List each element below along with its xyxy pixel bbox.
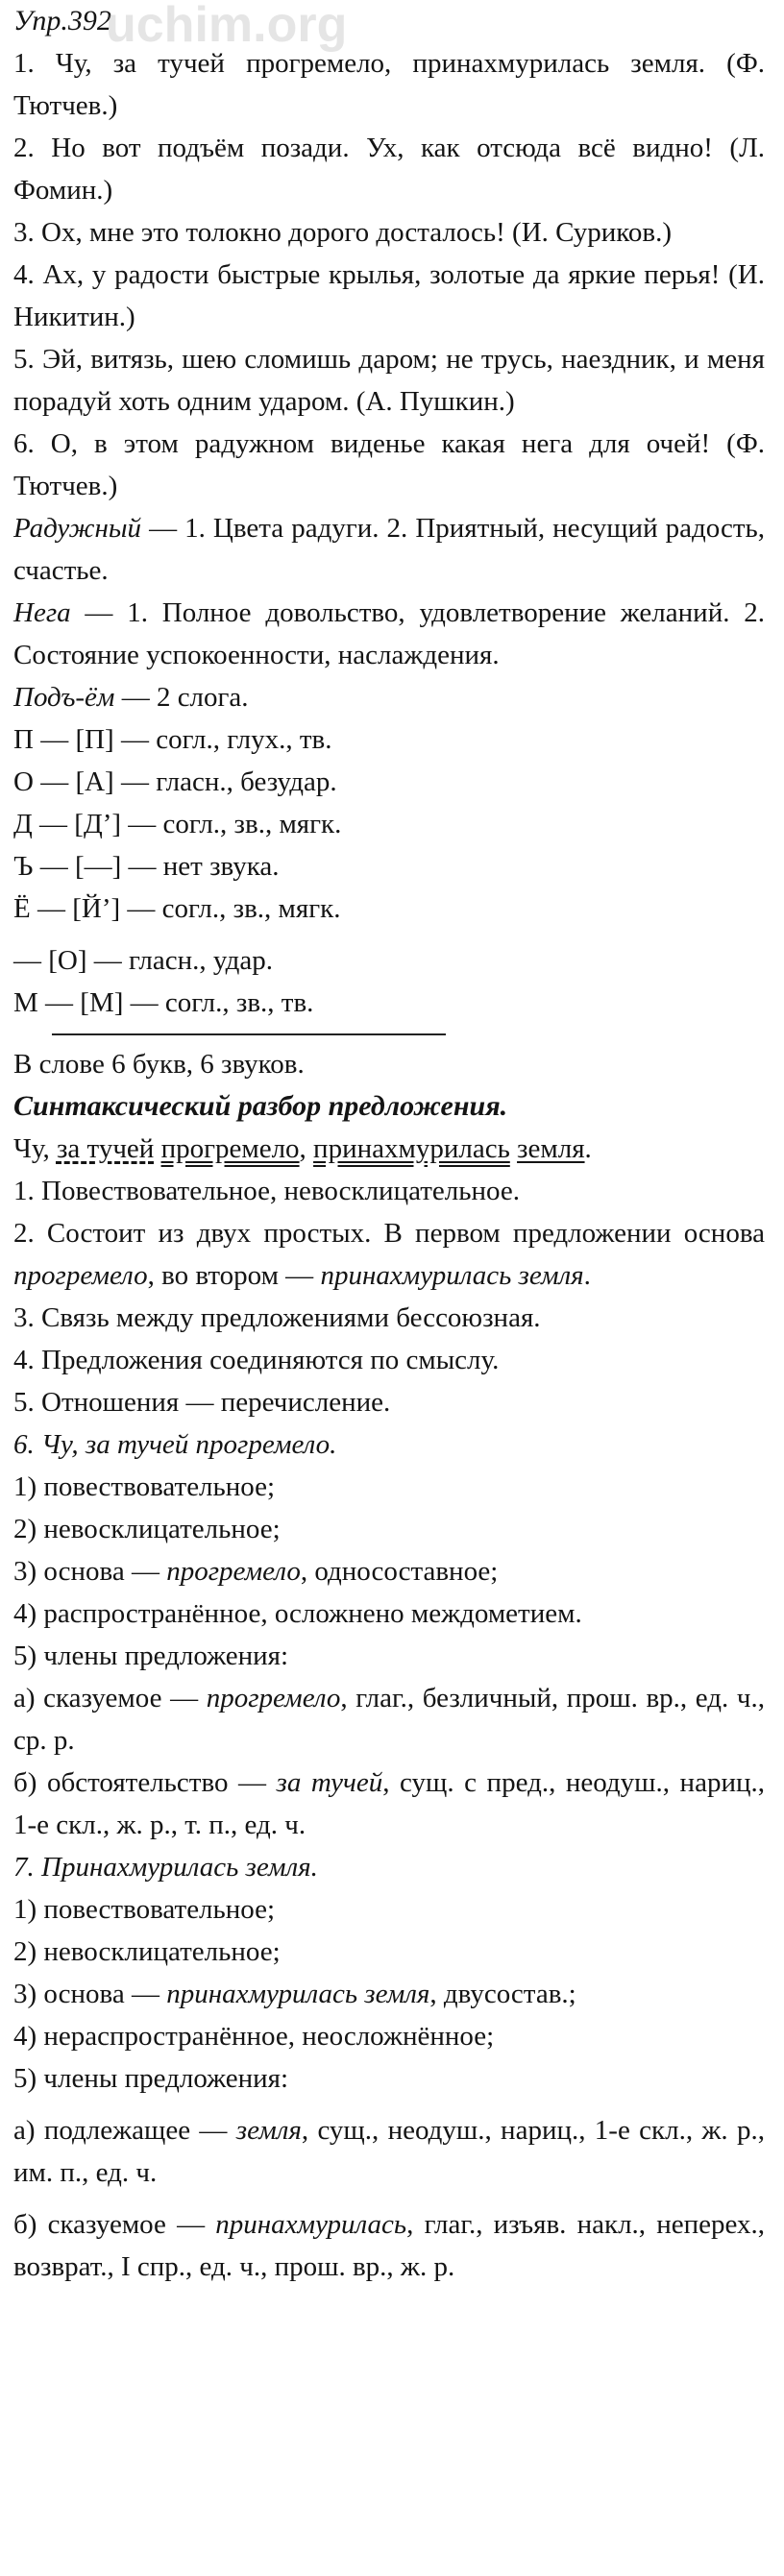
sentence-list [13, 42, 765, 507]
predicate-word: принахмурилась [313, 1133, 510, 1164]
syntax-item: 7. Принахмурилась земля. [13, 1852, 318, 1883]
sentence-1: 1. Чу, за тучей прогремело, принахмурилась земля. (Ф. Тютчев.) [13, 48, 765, 121]
syntax-item: 5. Отношения — перечисление. [13, 1387, 391, 1418]
predicate-word: прогремело [160, 1133, 300, 1164]
phonetic-letter: Ё — [Й’] — согл., зв., мягк. [13, 893, 341, 924]
definitions [13, 507, 765, 676]
clause-1-item: 4) распространённое, осложнено междометием. [13, 1598, 582, 1629]
definition-raduzhny [13, 507, 765, 592]
definition-nega [13, 592, 765, 676]
phonetic-letter: Ъ — [—] — нет звука. [13, 851, 280, 882]
section-divider [52, 1033, 446, 1035]
clause-2-member: а) подлежащее — земля, сущ., неодуш., нариц., 1-е скл., ж. р., им. п., ед. ч. [13, 2115, 766, 2188]
clause-1-item: 1) повествовательное; [13, 1471, 276, 1502]
phonetic-letter: Д — [Д’] — согл., зв., мягк. [13, 809, 342, 839]
syntax-item: 4. Предложения соединяются по смыслу. [13, 1345, 500, 1375]
syntax-item: 1. Повествовательное, невосклицательное. [13, 1176, 520, 1206]
clause-1-member: а) сказуемое — прогремело, глаг., безличный, прош. вр., ед. ч., ср. р. [13, 1683, 765, 1756]
sentence-3: 3. Ох, мне это толокно дорого досталось! (И. Суриков.) [13, 217, 672, 248]
clause-1-item: 3) основа — прогремело, односоставное; [13, 1556, 499, 1587]
subject-word: земля [517, 1133, 585, 1164]
phonetic-letter: М — [М] — согл., зв., тв. [13, 987, 314, 1018]
exercise-title: Упр.392 [13, 5, 111, 36]
clause-2-item: 3) основа — принахмурилась земля, двусостав.; [13, 1979, 576, 2009]
definition-text: — 1. Цвета радуги. 2. Приятный, несущий радость, счастье. [13, 513, 765, 586]
phonetic-summary: В слове 6 букв, 6 звуков. [13, 1049, 305, 1080]
syntax-item: 6. Чу, за тучей прогремело. [13, 1429, 337, 1460]
phonetic-syllables: — 2 слога. [114, 682, 249, 713]
phonetic-letter: П — [П] — согл., глух., тв. [13, 724, 332, 755]
clause-2-item: 1) повествовательное; [13, 1894, 276, 1925]
clause-1-item: 5) члены предложения: [13, 1640, 289, 1671]
syntax-heading: Синтаксический разбор предложения. [13, 1090, 508, 1122]
clause-1-member: б) обстоятельство — за тучей, сущ. с пред., неодуш., нариц., 1-е скл., ж. р., т. п., ед. ч. [13, 1767, 765, 1840]
sentence-4: 4. Ах, у радости быстрые крылья, золотые да яркие перья! (И. Никитин.) [13, 259, 765, 332]
sentence-6: 6. О, в этом радужном виденье какая нега для очей! (Ф. Тютчев.) [13, 428, 765, 501]
definition-term: Нега [13, 597, 71, 628]
syntax-item: 3. Связь между предложениями бессоюзная. [13, 1302, 541, 1333]
phonetic-word [13, 676, 765, 718]
sentence-5: 5. Эй, витязь, шею сломишь даром; не трусь, наездник, и меня порадуй хоть одним ударом. (А. Пушкин.) [13, 344, 765, 417]
adverbial-phrase: за тучей [56, 1133, 155, 1164]
syntax-item: 2. Состоит из двух простых. В первом предложении основа прогремело, во втором — принахмурилась земля. [13, 1218, 765, 1291]
watermark: uchim.org [106, 0, 348, 53]
phonetic-letter: — [О] — гласн., удар. [13, 945, 273, 976]
phonetic-analysis [13, 676, 765, 1085]
definition-term: Радужный [13, 513, 142, 544]
interjection: Чу, [13, 1133, 57, 1164]
clause-2-item: 4) нераспространённое, неосложнённое; [13, 2021, 495, 2052]
definition-text: — 1. Полное довольство, удовлетворение желаний. 2. Состояние успокоенности, наслаждения. [13, 597, 765, 670]
clause-2-member: б) сказуемое — принахмурилась, глаг., изъяв. накл., неперех., возврат., I спр., ед. ч., прош. вр., ж. р. [13, 2209, 766, 2282]
analyzed-sentence: Чу, за тучей прогремело, принахмурилась земля. [13, 1133, 592, 1164]
phonetic-letter: О — [А] — гласн., безудар. [13, 766, 337, 797]
syntax-analysis [13, 1085, 765, 2288]
sentence-2: 2. Но вот подъём позади. Ух, как отсюда всё видно! (Л. Фомин.) [13, 133, 765, 206]
clause-1-item: 2) невосклицательное; [13, 1514, 281, 1544]
phonetic-word-term: Подъ-ём [13, 682, 115, 713]
clause-2-item: 2) невосклицательное; [13, 1936, 281, 1967]
clause-2-item: 5) члены предложения: [13, 2063, 289, 2094]
